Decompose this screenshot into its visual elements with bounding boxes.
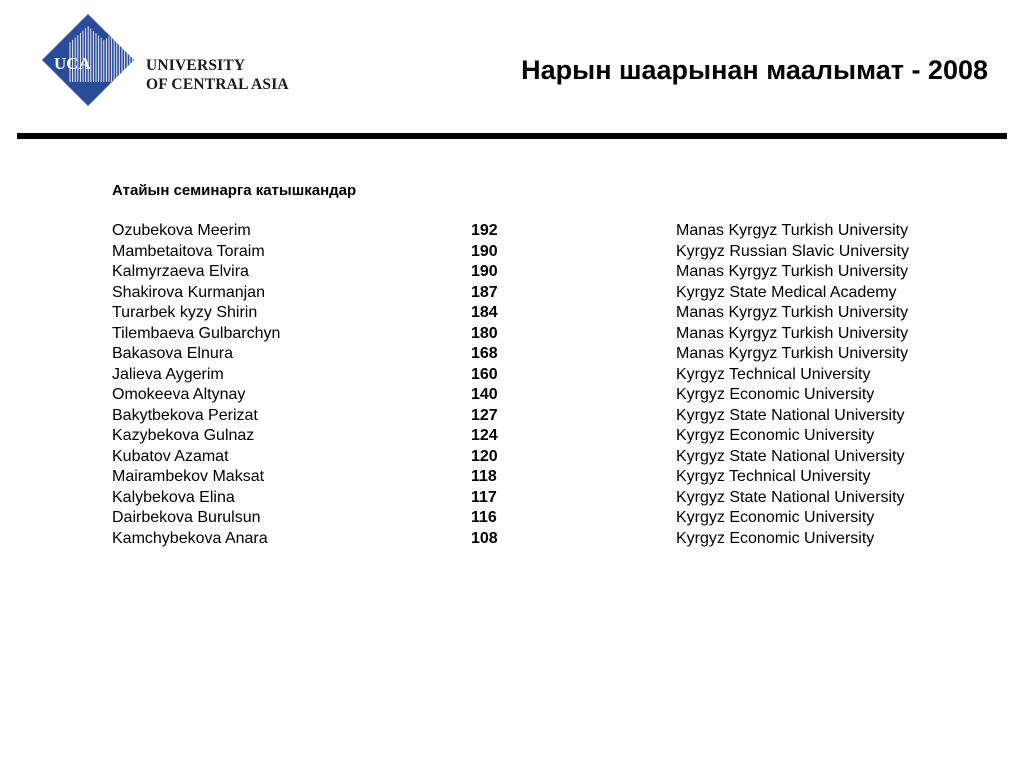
table-row [112,324,972,345]
logo-wordmark [146,56,289,94]
participant-name: Bakasova Elnura [112,345,233,362]
logo-line-2: OF CENTRAL ASIA [146,76,289,93]
table-row [112,406,972,427]
uca-diamond-icon [40,12,140,112]
participant-name: Dairbekova Burulsun [112,509,261,526]
participant-name: Kalybekova Elina [112,488,235,506]
participant-university: Kyrgyz Economic University [676,427,875,444]
participant-score: 140 [471,386,498,403]
participants-table [112,221,972,549]
participant-university: Kyrgyz Economic University [676,509,875,526]
participant-name: Shakirova Kurmanjan [112,283,265,301]
participant-university: Kyrgyz Technical University [676,365,871,383]
participant-score: 127 [471,406,498,424]
header-divider [17,133,1007,139]
table-row [112,303,972,324]
participant-score: 124 [471,427,498,444]
table-row [112,262,972,283]
participant-name: Kubatov Azamat [112,447,229,465]
participant-university: Kyrgyz Technical University [676,468,871,485]
participant-name: Turarbek kyzy Shirin [112,304,258,321]
participant-name: Tilembaeva Gulbarchyn [112,324,281,342]
participant-score: 180 [471,324,498,342]
participant-university: Manas Kyrgyz Turkish University [676,345,909,362]
uca-logo [40,12,300,112]
participant-name: Ozubekova Meerim [112,222,251,239]
participant-score: 187 [471,283,498,301]
participant-name: Bakytbekova Perizat [112,406,258,424]
table-row [112,467,972,488]
participant-university: Kyrgyz Economic University [676,386,875,403]
logo-line-1: UNIVERSITY [146,57,246,74]
participant-score: 190 [471,242,498,260]
participant-name: Kalmyrzaeva Elvira [112,263,249,280]
participant-name: Omokeeva Altynay [112,386,246,403]
page-title: Нарын шаарынан маалымат - 2008 [521,55,988,85]
participant-name: Kazybekova Gulnaz [112,427,255,444]
table-row [112,344,972,365]
participant-university: Kyrgyz Economic University [676,529,875,547]
participant-name: Mairambekov Maksat [112,468,265,485]
table-row [112,365,972,386]
participant-score: 184 [471,304,498,321]
participant-name: Mambetaitova Toraim [112,242,265,260]
table-row [112,283,972,304]
table-row [112,242,972,263]
logo-badge-text: UCA [54,54,91,73]
participant-university: Manas Kyrgyz Turkish University [676,222,909,239]
participant-score: 120 [471,447,498,465]
participant-university: Manas Kyrgyz Turkish University [676,324,909,342]
participant-university: Manas Kyrgyz Turkish University [676,304,909,321]
participant-name: Kamchybekova Anara [112,529,268,547]
participant-score: 160 [471,365,498,383]
table-row [112,385,972,406]
participant-score: 192 [471,222,498,239]
table-row [112,488,972,509]
participant-score: 168 [471,345,498,362]
table-row [112,221,972,242]
participant-university: Manas Kyrgyz Turkish University [676,263,909,280]
participant-score: 108 [471,529,498,547]
table-row [112,508,972,529]
table-row [112,529,972,550]
table-row [112,447,972,468]
participant-university: Kyrgyz State National University [676,406,905,424]
participant-university: Kyrgyz State National University [676,447,905,465]
participant-university: Kyrgyz State National University [676,488,905,506]
participant-university: Kyrgyz State Medical Academy [676,283,897,301]
participant-score: 117 [471,488,497,506]
table-row [112,426,972,447]
participant-university: Kyrgyz Russian Slavic University [676,242,909,260]
participant-score: 118 [471,468,497,485]
section-heading: Атайын семинарга катышкандар [112,182,357,199]
participant-name: Jalieva Aygerim [112,365,224,383]
participant-score: 116 [471,509,497,526]
participant-score: 190 [471,263,498,280]
